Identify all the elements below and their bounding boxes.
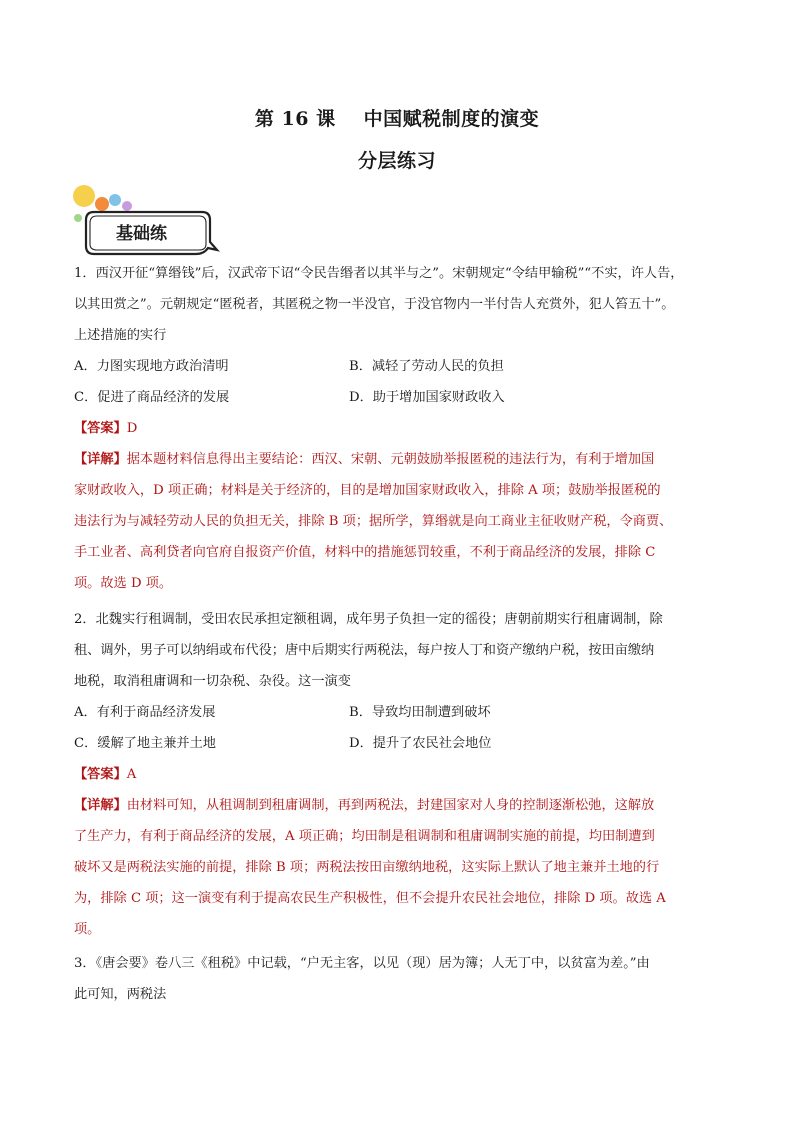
option-b: B．减轻了劳动人民的负担	[349, 359, 504, 374]
page-title	[0, 104, 794, 131]
option-d: D．助于增加国家财政收入	[349, 390, 505, 405]
detail-line: 项。	[74, 922, 101, 937]
detail-line: 项。故选 D 项。	[74, 576, 173, 591]
answer-tag: 【答案】	[74, 767, 127, 782]
option-row	[74, 728, 734, 759]
answer-value: D	[126, 421, 138, 436]
detail-line: 破坏又是两税法实施的前提，排除 B 项；两税法按田亩缴纳地税，这实际上默认了地主兼并土地的行	[74, 860, 660, 875]
option-row	[74, 382, 734, 413]
answer-line	[74, 759, 734, 790]
question-stem-line: 地税，取消租庸调和一切杂税、杂役。这一演变	[74, 674, 351, 689]
question-stem-line: 租、调外，男子可以纳绢或布代役；唐中后期实行两税法，每户按人丁和资产缴纳户税，按田亩缴纳	[74, 643, 655, 658]
answer-tag: 【答案】	[74, 421, 127, 436]
section-badge-label: 基础练	[116, 224, 167, 244]
detail-tag: 【详解】	[74, 798, 127, 813]
detail-line: 了生产力，有利于商品经济的发展，A 项正确；均田制是租调制和租庸调制实施的前提，均田制遭到	[74, 829, 655, 844]
decor-dot-large	[73, 185, 95, 207]
question-1	[74, 258, 734, 599]
section-badge	[70, 182, 220, 262]
option-row	[74, 697, 734, 728]
question-3	[74, 948, 734, 1010]
answer-value: A	[126, 767, 137, 782]
decor-dot	[122, 201, 132, 211]
decor-dot	[109, 194, 121, 206]
detail-line: 手工业者、高利贷者向官府自报资产价值，材料中的措施惩罚较重，不利于商品经济的发展，排除 C	[74, 545, 656, 560]
option-a: A．力图实现地方政治清明	[74, 359, 229, 374]
detail-line	[74, 790, 734, 821]
option-a: A．有利于商品经济发展	[74, 705, 216, 720]
question-2	[74, 604, 734, 945]
decor-dot	[74, 214, 82, 222]
question-stem-line: 以其田赏之”。元朝规定“匿税者，其匿税之物一半没官，于没官物内一半付告人充赏外，犯人笞五十”。	[74, 297, 675, 312]
option-row	[74, 351, 734, 382]
answer-line	[74, 413, 734, 444]
question-stem-line: 上述措施的实行	[74, 328, 167, 343]
decor-dot	[95, 197, 109, 211]
question-stem-line: 3．《唐会要》卷八三《租税》中记载，“户无主客，以见（现）居为簿；人无丁中，以贫富为差。”由	[74, 956, 650, 971]
lesson-number: 第 16 课	[254, 108, 336, 130]
question-stem-line: 2．北魏实行租调制，受田农民承担定额租调，成年男子负担一定的徭役；唐朝前期实行租庸调制，除	[74, 612, 663, 627]
lesson-title: 中国赋税制度的演变	[363, 108, 540, 130]
option-c: C．促进了商品经济的发展	[74, 390, 230, 405]
detail-line	[74, 444, 734, 475]
page-subtitle: 分层练习	[357, 150, 436, 172]
detail-line: 违法行为与减轻劳动人民的负担无关，排除 B 项；据所学，算缗就是向工商业主征收财产税，令商贾、	[74, 514, 673, 529]
option-c: C．缓解了地主兼并土地	[74, 736, 216, 751]
option-d: D．提升了农民社会地位	[349, 736, 492, 751]
detail-tag: 【详解】	[74, 452, 127, 467]
question-stem-line: 1．西汉开征“算缗钱”后，汉武帝下诏“令民告缗者以其半与之”。宋朝规定“令结甲输税”“不实，许人告，	[74, 266, 684, 281]
detail-text: 据本题材料信息得出主要结论：西汉、宋朝、元朝鼓励举报匿税的违法行为，有利于增加国	[126, 452, 655, 467]
detail-text: 由材料可知，从租调制到租庸调制，再到两税法，封建国家对人身的控制逐渐松弛，这解放	[126, 798, 655, 813]
detail-line: 为，排除 C 项；这一演变有利于提高农民生产积极性，但不会提升农民社会地位，排除 D 项。故选 A	[74, 891, 666, 906]
option-b: B．导致均田制遭到破坏	[349, 705, 491, 720]
detail-line: 家财政收入，D 项正确；材料是关于经济的，目的是增加国家财政收入，排除 A 项；鼓励举报匿税的	[74, 483, 661, 498]
question-stem-line: 此可知，两税法	[74, 987, 167, 1002]
